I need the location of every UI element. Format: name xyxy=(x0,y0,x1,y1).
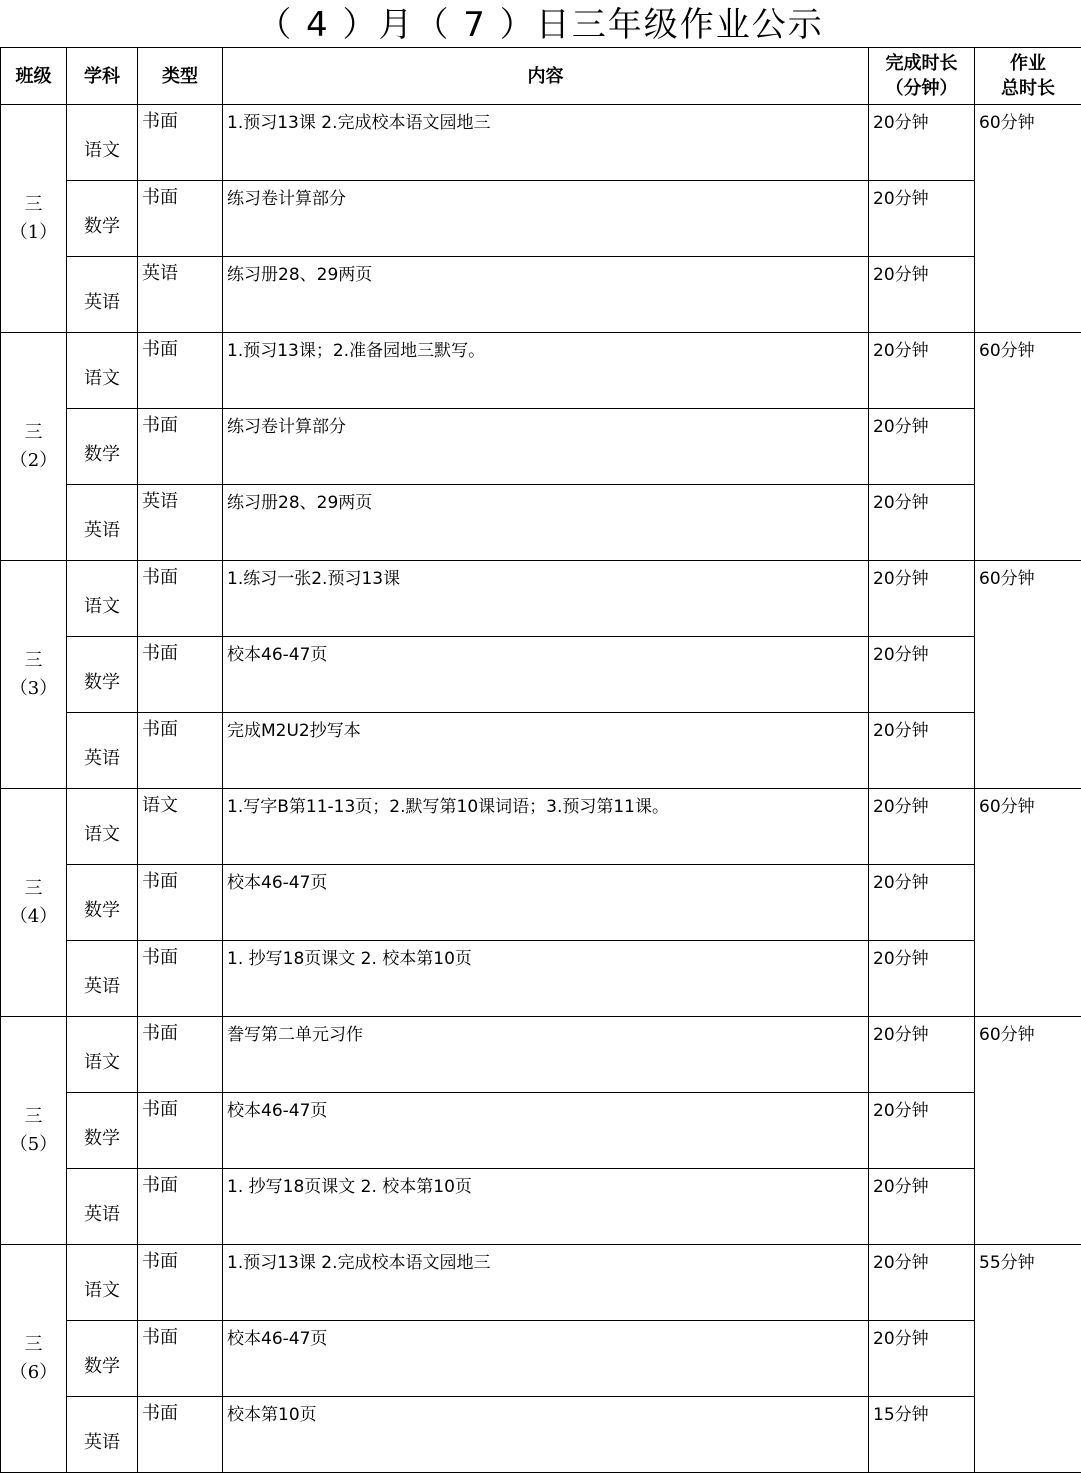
class-cell xyxy=(1,561,67,789)
table-row xyxy=(1,485,1081,561)
header-duration xyxy=(869,48,975,105)
duration-cell: 20分钟 xyxy=(869,257,975,333)
duration-cell: 20分钟 xyxy=(869,865,975,941)
subject-cell: 语文 xyxy=(67,333,138,409)
table-row xyxy=(1,941,1081,1017)
type-cell: 书面 xyxy=(138,637,223,713)
content-cell: 练习卷计算部分 xyxy=(223,409,869,485)
type-cell: 书面 xyxy=(138,181,223,257)
subject-cell: 英语 xyxy=(67,485,138,561)
content-cell: 1.练习一张2.预习13课 xyxy=(223,561,869,637)
class-name-top: 三 xyxy=(24,877,43,899)
duration-cell: 20分钟 xyxy=(869,409,975,485)
table-row xyxy=(1,1093,1081,1169)
duration-cell: 20分钟 xyxy=(869,333,975,409)
content-cell: 1. 抄写18页课文 2. 校本第10页 xyxy=(223,1169,869,1245)
type-cell: 书面 xyxy=(138,1093,223,1169)
type-cell: 书面 xyxy=(138,1017,223,1093)
page-title: （ 4 ）月（ 7 ）日三年级作业公示 xyxy=(257,5,824,45)
subject-cell: 数学 xyxy=(67,1321,138,1397)
class-name-bottom: （5） xyxy=(9,1133,58,1155)
type-cell: 书面 xyxy=(138,105,223,181)
duration-cell: 20分钟 xyxy=(869,713,975,789)
header-row xyxy=(1,48,1081,105)
content-cell: 誊写第二单元习作 xyxy=(223,1017,869,1093)
class-name-top: 三 xyxy=(24,1333,43,1355)
content-cell: 校本46-47页 xyxy=(223,1321,869,1397)
subject-cell: 语文 xyxy=(67,789,138,865)
content-cell: 校本46-47页 xyxy=(223,637,869,713)
subject-cell: 数学 xyxy=(67,409,138,485)
table-row xyxy=(1,561,1081,637)
table-row xyxy=(1,1397,1081,1473)
table-row xyxy=(1,1169,1081,1245)
content-cell: 完成M2U2抄写本 xyxy=(223,713,869,789)
subject-cell: 数学 xyxy=(67,637,138,713)
subject-cell: 数学 xyxy=(67,865,138,941)
table-row xyxy=(1,637,1081,713)
content-cell: 1. 抄写18页课文 2. 校本第10页 xyxy=(223,941,869,1017)
duration-cell: 20分钟 xyxy=(869,789,975,865)
subject-cell: 语文 xyxy=(67,561,138,637)
table-row xyxy=(1,713,1081,789)
type-cell: 书面 xyxy=(138,409,223,485)
content-cell: 练习册28、29两页 xyxy=(223,257,869,333)
total-duration-cell: 60分钟 xyxy=(975,105,1081,333)
duration-cell: 20分钟 xyxy=(869,485,975,561)
duration-cell: 15分钟 xyxy=(869,1397,975,1473)
table-row xyxy=(1,1017,1081,1093)
content-cell: 校本46-47页 xyxy=(223,1093,869,1169)
duration-cell: 20分钟 xyxy=(869,1017,975,1093)
duration-cell: 20分钟 xyxy=(869,941,975,1017)
total-duration-cell: 55分钟 xyxy=(975,1245,1081,1473)
subject-cell: 语文 xyxy=(67,1245,138,1321)
table-row xyxy=(1,789,1081,865)
header-total-line2: 总时长 xyxy=(1001,78,1055,99)
table-row xyxy=(1,1245,1081,1321)
table-row xyxy=(1,181,1081,257)
header-total-line1: 作业 xyxy=(1010,53,1046,74)
total-duration-cell: 60分钟 xyxy=(975,561,1081,789)
class-name-top: 三 xyxy=(24,193,43,215)
class-cell xyxy=(1,1017,67,1245)
subject-cell: 数学 xyxy=(67,1093,138,1169)
table-row xyxy=(1,865,1081,941)
subject-cell: 英语 xyxy=(67,941,138,1017)
subject-cell: 英语 xyxy=(67,257,138,333)
class-name-bottom: （3） xyxy=(9,677,58,699)
header-subject: 学科 xyxy=(67,48,138,105)
class-name-top: 三 xyxy=(24,421,43,443)
class-name-bottom: （1） xyxy=(9,221,58,243)
content-cell: 校本第10页 xyxy=(223,1397,869,1473)
table-row xyxy=(1,409,1081,485)
type-cell: 书面 xyxy=(138,1245,223,1321)
header-class: 班级 xyxy=(1,48,67,105)
type-cell: 英语 xyxy=(138,485,223,561)
header-total xyxy=(975,48,1081,105)
class-name-top: 三 xyxy=(24,649,43,671)
type-cell: 英语 xyxy=(138,257,223,333)
type-cell: 书面 xyxy=(138,1321,223,1397)
type-cell: 书面 xyxy=(138,941,223,1017)
duration-cell: 20分钟 xyxy=(869,1321,975,1397)
table-body xyxy=(1,105,1081,1473)
duration-cell: 20分钟 xyxy=(869,561,975,637)
class-name-bottom: （6） xyxy=(9,1361,58,1383)
table-row xyxy=(1,1321,1081,1397)
total-duration-cell: 60分钟 xyxy=(975,1017,1081,1245)
content-cell: 练习卷计算部分 xyxy=(223,181,869,257)
content-cell: 1.预习13课；2.准备园地三默写。 xyxy=(223,333,869,409)
subject-cell: 英语 xyxy=(67,1169,138,1245)
class-cell xyxy=(1,333,67,561)
duration-cell: 20分钟 xyxy=(869,105,975,181)
subject-cell: 语文 xyxy=(67,105,138,181)
class-cell xyxy=(1,1245,67,1473)
duration-cell: 20分钟 xyxy=(869,1245,975,1321)
subject-cell: 数学 xyxy=(67,181,138,257)
content-cell: 1.预习13课 2.完成校本语文园地三 xyxy=(223,1245,869,1321)
class-cell xyxy=(1,105,67,333)
table-row xyxy=(1,105,1081,181)
type-cell: 语文 xyxy=(138,789,223,865)
header-type: 类型 xyxy=(138,48,223,105)
content-cell: 校本46-47页 xyxy=(223,865,869,941)
type-cell: 书面 xyxy=(138,333,223,409)
table-row xyxy=(1,257,1081,333)
duration-cell: 20分钟 xyxy=(869,1093,975,1169)
content-cell: 1.写字B第11-13页；2.默写第10课词语；3.预习第11课。 xyxy=(223,789,869,865)
class-cell xyxy=(1,789,67,1017)
total-duration-cell: 60分钟 xyxy=(975,333,1081,561)
type-cell: 书面 xyxy=(138,561,223,637)
homework-table xyxy=(0,47,1081,1473)
type-cell: 书面 xyxy=(138,865,223,941)
subject-cell: 英语 xyxy=(67,1397,138,1473)
table-row xyxy=(1,333,1081,409)
header-duration-line1: 完成时长 xyxy=(885,53,958,74)
header-duration-line2: （分钟） xyxy=(885,78,958,99)
content-cell: 1.预习13课 2.完成校本语文园地三 xyxy=(223,105,869,181)
type-cell: 书面 xyxy=(138,1169,223,1245)
class-name-bottom: （4） xyxy=(9,905,58,927)
class-name-top: 三 xyxy=(24,1105,43,1127)
type-cell: 书面 xyxy=(138,1397,223,1473)
content-cell: 练习册28、29两页 xyxy=(223,485,869,561)
subject-cell: 语文 xyxy=(67,1017,138,1093)
type-cell: 书面 xyxy=(138,713,223,789)
duration-cell: 20分钟 xyxy=(869,181,975,257)
subject-cell: 英语 xyxy=(67,713,138,789)
header-content: 内容 xyxy=(223,48,869,105)
duration-cell: 20分钟 xyxy=(869,637,975,713)
duration-cell: 20分钟 xyxy=(869,1169,975,1245)
total-duration-cell: 60分钟 xyxy=(975,789,1081,1017)
class-name-bottom: （2） xyxy=(9,449,58,471)
